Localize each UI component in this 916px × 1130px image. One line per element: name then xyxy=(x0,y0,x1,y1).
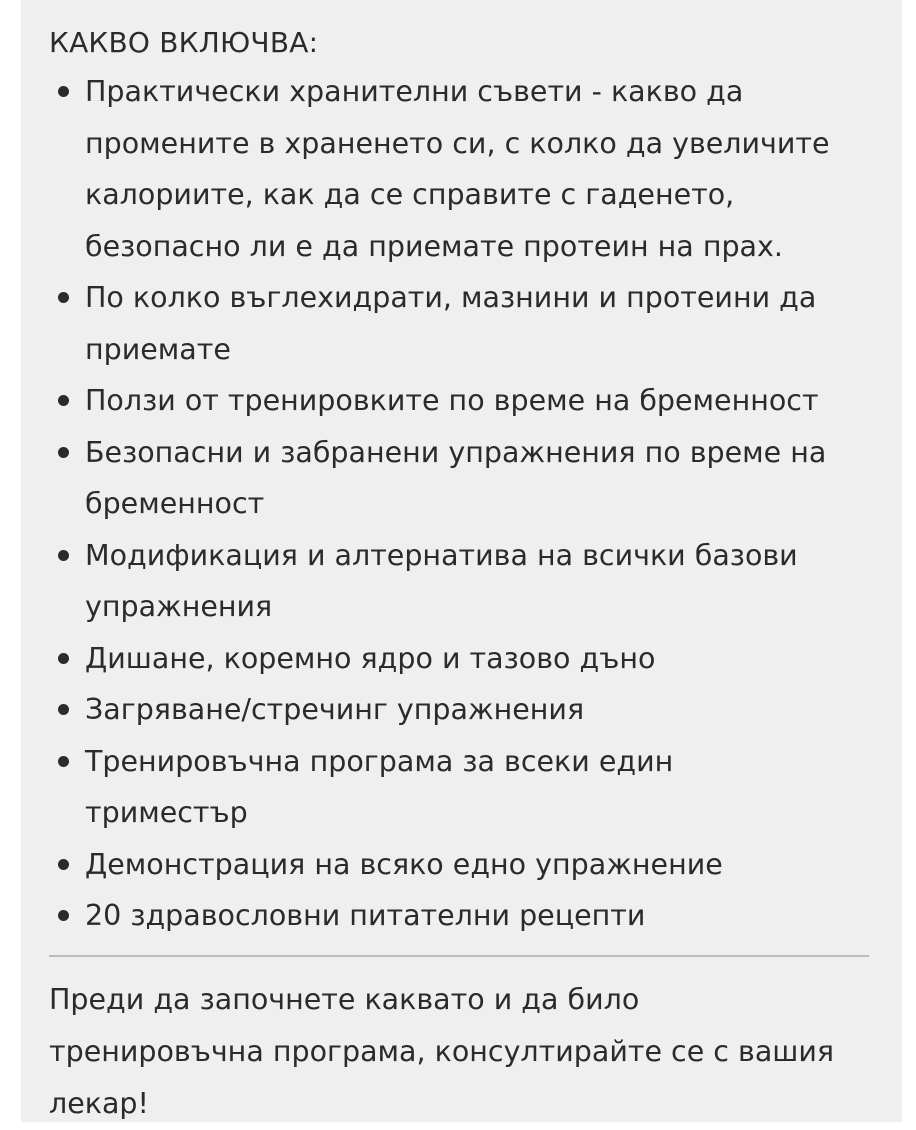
bullet-icon xyxy=(58,756,69,767)
feature-text-line: Безопасни и забранени упражнения по време на xyxy=(85,435,827,469)
feature-item xyxy=(21,736,902,839)
feature-item xyxy=(21,66,902,272)
bullet-icon xyxy=(58,653,69,664)
feature-item xyxy=(21,375,902,427)
feature-text-line: безопасно ли е да приемате протеин на прах. xyxy=(85,229,783,263)
bullet-icon xyxy=(58,550,69,561)
bullet-icon xyxy=(58,447,69,458)
feature-text-line: Демонстрация на всяко едно упражнение xyxy=(85,847,723,881)
bullet-icon xyxy=(58,292,69,303)
section-heading: КАКВО ВКЛЮЧВА: xyxy=(49,26,319,59)
feature-text-line: калориите, как да се справите с гаденето, xyxy=(85,178,735,211)
feature-list xyxy=(21,66,902,942)
feature-text-line: промените в храненето си, с колко да увеличите xyxy=(85,126,830,160)
feature-text-line: Дишане, коремно ядро и тазово дъно xyxy=(85,641,656,675)
disclaimer-line: тренировъчна програма, консултирайте се с вашия xyxy=(49,1035,835,1068)
feature-item xyxy=(21,427,902,530)
feature-item xyxy=(21,839,902,891)
feature-item xyxy=(21,684,902,736)
disclaimer-line: Преди да започнете каквато и да било xyxy=(49,983,640,1016)
feature-text-line: Загряване/стречинг упражнения xyxy=(85,693,585,726)
bullet-icon xyxy=(58,395,69,406)
disclaimer-text xyxy=(49,974,879,1130)
bullet-icon xyxy=(58,910,69,921)
feature-text-line: упражнения xyxy=(85,590,273,623)
feature-item xyxy=(21,530,902,633)
bullet-icon xyxy=(58,704,69,715)
bullet-icon xyxy=(58,859,69,870)
feature-text-line: Модификация и алтернатива на всички базови xyxy=(85,538,798,572)
feature-text-line: 20 здравословни питателни рецепти xyxy=(85,899,646,932)
content-panel xyxy=(21,0,902,1122)
feature-text-line: бременност xyxy=(85,487,265,520)
divider xyxy=(49,955,869,957)
feature-item xyxy=(21,272,902,375)
feature-text-line: триместър xyxy=(85,796,248,829)
feature-item xyxy=(21,633,902,685)
feature-text-line: По колко въглехидрати, мазнини и протеини да xyxy=(85,281,817,314)
feature-text-line: Тренировъчна програма за всеки един xyxy=(85,744,674,778)
feature-text-line: Ползи от тренировките по време на бременност xyxy=(85,384,819,417)
feature-text-line: Практически хранителни съвети - какво да xyxy=(85,75,744,108)
disclaimer-line: лекар! xyxy=(49,1087,149,1120)
feature-text-line: приемате xyxy=(85,332,231,366)
bullet-icon xyxy=(58,86,69,97)
feature-item xyxy=(21,890,902,942)
